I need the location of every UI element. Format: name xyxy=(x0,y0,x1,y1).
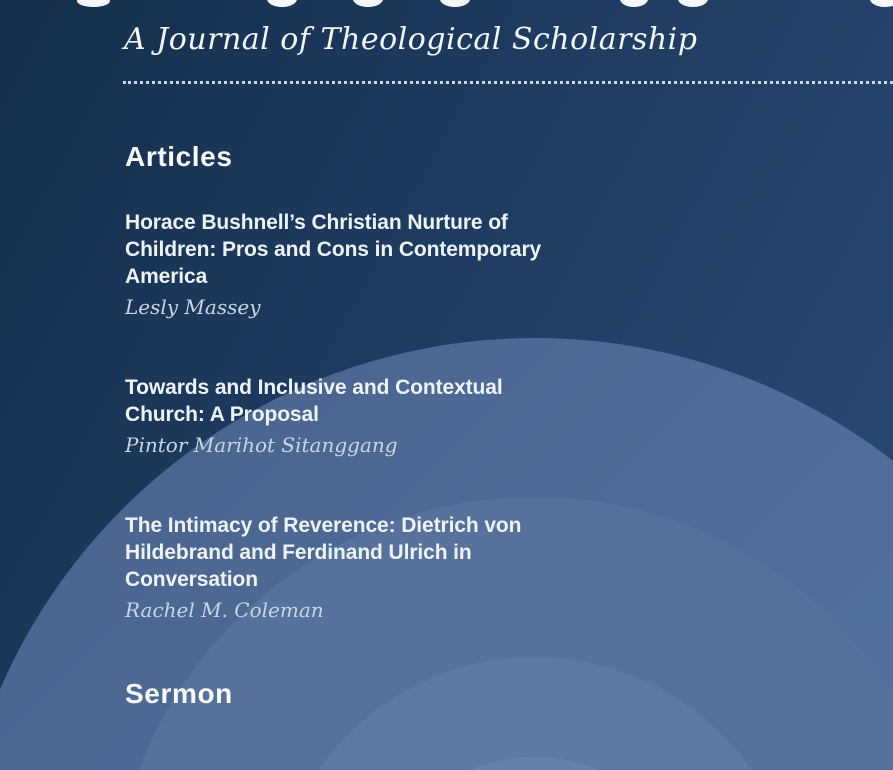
title-glyph-fragment xyxy=(77,0,110,7)
article-title-line: Children: Pros and Cons in Contemporary xyxy=(125,238,542,261)
article-title-line: America xyxy=(125,265,208,288)
journal-subtitle: A Journal of Theological Scholarship xyxy=(124,22,698,57)
section-heading-sermon: Sermon xyxy=(125,678,233,709)
article-title-line: Towards and Inclusive and Contextual xyxy=(125,376,503,399)
article-entry[interactable] xyxy=(125,209,541,319)
article-author: Lesly Massey xyxy=(125,295,261,319)
article-author: Pintor Marihot Sitanggang xyxy=(125,433,398,457)
title-glyph-fragment xyxy=(440,0,470,7)
title-glyph-fragment xyxy=(678,0,708,7)
title-glyph-fragment xyxy=(353,0,383,7)
dotted-divider xyxy=(123,81,893,84)
article-entry[interactable] xyxy=(125,512,521,622)
title-glyph-fragment xyxy=(267,0,297,7)
article-author: Rachel M. Coleman xyxy=(125,598,324,622)
article-title-line: Church: A Proposal xyxy=(125,403,319,426)
article-title-line: Hildebrand and Ferdinand Ulrich in xyxy=(125,541,472,564)
article-entry[interactable] xyxy=(125,374,503,457)
article-title-line: Conversation xyxy=(125,568,258,591)
title-glyph-fragment xyxy=(870,0,893,7)
title-glyph-fragment xyxy=(620,0,648,7)
section-heading-articles: Articles xyxy=(125,141,233,172)
article-title-line: Horace Bushnell’s Christian Nurture of xyxy=(125,211,508,234)
article-title-line: The Intimacy of Reverence: Dietrich von xyxy=(125,514,522,537)
